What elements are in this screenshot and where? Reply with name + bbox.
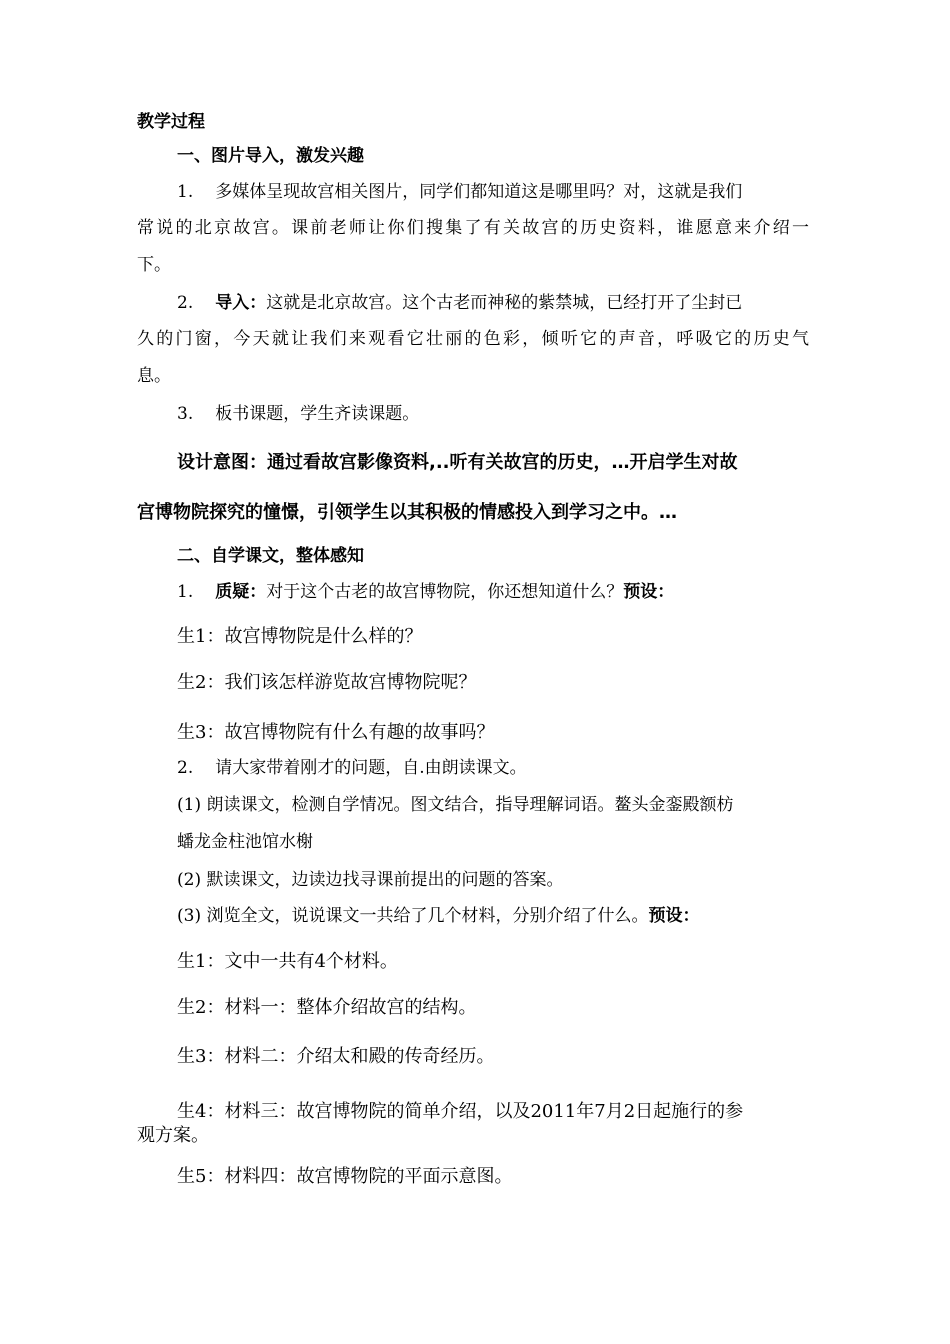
- student-text: 我们该怎样游览故宫博物院呢？: [224, 672, 477, 693]
- paragraph-text: 板书课题，学生齐读课题。: [215, 404, 420, 424]
- sub-item-3: [177, 905, 699, 927]
- paragraph-text: 多媒体呈现故宫相关图片，同学们都知道这是哪里吗？对，这就是我们: [215, 182, 743, 202]
- student-answer-2: [177, 672, 476, 694]
- student-label: 生: [177, 626, 195, 647]
- student-text: 故宫博物院有什么有趣的故事吗？: [224, 722, 495, 743]
- paragraph-line: 久的门窗，今天就让我们来观看它壮丽的色彩，倾听它的声音，呼吸它的历史气: [137, 329, 809, 349]
- preset-label: 预设：: [623, 582, 675, 602]
- sub-item-1-cont: 蟠龙金柱池馆水榭: [177, 832, 313, 852]
- student-text: 材料一：整体介绍故宫的结构。: [224, 997, 477, 1018]
- paragraph-text: (3) 浏览全文，说说课文一共给了几个材料，分别介绍了什么。: [177, 906, 649, 926]
- paragraph-1-1: [177, 181, 742, 203]
- student-number: 4：: [195, 1101, 225, 1122]
- lead-label: 导入：: [215, 293, 267, 313]
- section-heading-2: 二、自学课文，整体感知: [177, 546, 364, 566]
- paragraph-text: 请大家带着刚才的问题，自.由朗读课文。: [215, 758, 527, 778]
- sub-item-2: (2) 默读课文，边读边找寻课前提出的问题的答案。: [177, 870, 564, 890]
- preset-label: 预设：: [648, 906, 700, 926]
- student-label: 生: [177, 951, 195, 972]
- student-answer-a2: [177, 997, 476, 1019]
- student-label: 生: [177, 1166, 195, 1187]
- student-number: 2：: [195, 672, 225, 693]
- student-text: 日起施行的参: [635, 1101, 744, 1122]
- student-label: 生: [177, 672, 195, 693]
- student-text: 故宫博物院是什么样的？: [224, 626, 423, 647]
- student-answer-a3: [177, 1046, 494, 1068]
- student-text: 月: [605, 1101, 624, 1122]
- student-number: 1：: [195, 626, 225, 647]
- paragraph-1-2: [177, 292, 742, 314]
- student-label: 生: [177, 1046, 195, 1067]
- design-intent-line-2: 宫博物院探究的憧憬，引领学生以其积极的情感投入到学习之中。…: [137, 502, 677, 523]
- student-text: 个材料。: [325, 951, 398, 972]
- list-number: 3.: [177, 404, 194, 424]
- date-day: 2: [623, 1101, 636, 1122]
- paragraph-line: 常说的北京故宫。课前老师让你们搜集了有关故宫的历史资料，谁愿意来介绍一: [137, 218, 809, 238]
- student-number: 5：: [195, 1166, 225, 1187]
- student-answer-1: [177, 626, 422, 648]
- student-number: 2：: [195, 997, 225, 1018]
- student-text: 年: [576, 1101, 595, 1122]
- student-answer-a4: [177, 1101, 743, 1123]
- section-heading-1: 一、图片导入，激发兴趣: [177, 146, 364, 166]
- student-answer-3: [177, 722, 494, 744]
- date-year: 2011: [530, 1101, 577, 1122]
- student-text: 材料四：故宫博物院的平面示意图。: [224, 1166, 513, 1187]
- list-number: 1.: [177, 582, 194, 602]
- student-label: 生: [177, 1101, 195, 1122]
- list-number: 2.: [177, 293, 194, 313]
- student-text: 文中一共有: [224, 951, 315, 972]
- student-number: 3：: [195, 1046, 225, 1067]
- list-number: 1.: [177, 182, 194, 202]
- student-answer-a4-cont: 观方案。: [137, 1125, 209, 1146]
- page-title: 教学过程: [137, 112, 205, 132]
- student-answer-a1: [177, 951, 398, 973]
- paragraph-1-3: [177, 403, 419, 425]
- list-number: 2.: [177, 758, 194, 778]
- paragraph-line: 下。: [137, 255, 171, 275]
- student-number: 1：: [195, 951, 225, 972]
- paragraph-2-2: [177, 757, 527, 779]
- lead-label: 质疑：: [215, 582, 267, 602]
- student-text: 材料三：故宫博物院的简单介绍，以及: [224, 1101, 531, 1122]
- paragraph-2-1: [177, 581, 674, 603]
- student-answer-a5: [177, 1166, 512, 1188]
- paragraph-line: 息。: [137, 366, 171, 386]
- student-text: 材料二：介绍太和殿的传奇经历。: [224, 1046, 495, 1067]
- student-label: 生: [177, 997, 195, 1018]
- material-count: 4: [314, 951, 326, 972]
- student-number: 3：: [195, 722, 225, 743]
- sub-item-1: (1) 朗读课文，检测自学情况。图文结合，指导理解词语。鳌头金銮殿额枋: [177, 795, 734, 815]
- student-label: 生: [177, 722, 195, 743]
- design-intent-line-1: 设计意图：通过看故宫影像资料,..听有关故宫的历史，…开启学生对故: [177, 452, 738, 473]
- date-month: 7: [594, 1101, 606, 1122]
- paragraph-text: 这就是北京故宫。这个古老而神秘的紫禁城，已经打开了尘封已: [266, 293, 743, 313]
- paragraph-text: 对于这个古老的故宫博物院，你还想知道什么？: [266, 582, 624, 602]
